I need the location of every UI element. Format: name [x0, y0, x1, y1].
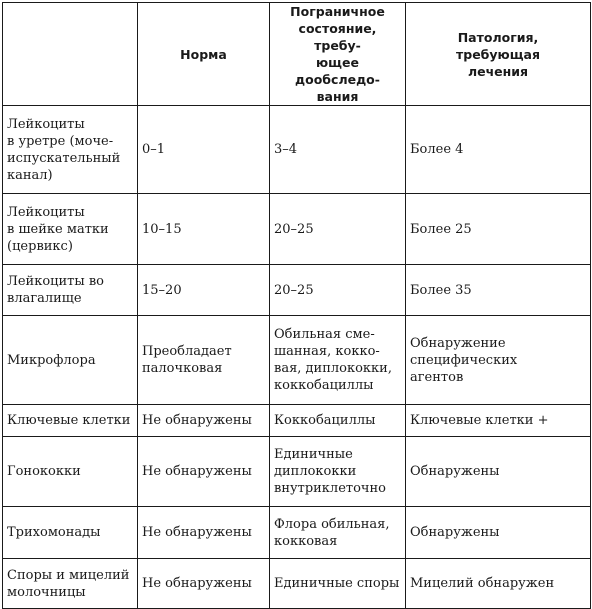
cell-norm: 0–1	[138, 106, 270, 194]
cell-borderline: 20–25	[270, 194, 406, 265]
table-row	[3, 507, 591, 559]
header-cell-borderline: Пограничное состояние, требу- ющее дообследо- вания	[270, 3, 406, 106]
row-label: Ключевые клетки	[3, 405, 138, 437]
header-cell-pathology: Патология, требующая лечения	[406, 3, 591, 106]
table-row	[3, 405, 591, 437]
cell-pathology: Обнаружение специфических агентов	[406, 316, 591, 405]
cell-norm: Не обнаружены	[138, 507, 270, 559]
cell-pathology: Более 4	[406, 106, 591, 194]
row-label: Микрофлора	[3, 316, 138, 405]
cell-borderline: Обильная сме- шанная, кокко- вая, диплококки, коккобациллы	[270, 316, 406, 405]
table-row	[3, 316, 591, 405]
cell-norm: Преобладает палочковая	[138, 316, 270, 405]
cell-pathology: Более 35	[406, 265, 591, 316]
row-label: Гонококки	[3, 437, 138, 507]
cell-norm: Не обнаружены	[138, 559, 270, 609]
cell-borderline: Единичные диплококки внутриклеточно	[270, 437, 406, 507]
cell-pathology: Обнаружены	[406, 507, 591, 559]
cell-borderline: Коккобациллы	[270, 405, 406, 437]
row-label: Лейкоциты во влагалище	[3, 265, 138, 316]
header-row	[3, 3, 591, 106]
cell-pathology: Ключевые клетки +	[406, 405, 591, 437]
cell-pathology: Мицелий обнаружен	[406, 559, 591, 609]
cell-norm: 15–20	[138, 265, 270, 316]
table-row	[3, 437, 591, 507]
cell-borderline: Единичные споры	[270, 559, 406, 609]
table-row	[3, 194, 591, 265]
cell-pathology: Обнаружены	[406, 437, 591, 507]
row-label: Трихомонады	[3, 507, 138, 559]
data-table	[2, 2, 591, 609]
cell-borderline: Флора обильная, кокковая	[270, 507, 406, 559]
header-cell-empty	[3, 3, 138, 106]
cell-norm: Не обнаружены	[138, 405, 270, 437]
table-row	[3, 106, 591, 194]
table-row	[3, 265, 591, 316]
cell-pathology: Более 25	[406, 194, 591, 265]
cell-norm: 10–15	[138, 194, 270, 265]
header-cell-norm: Норма	[138, 3, 270, 106]
row-label: Лейкоциты в шейке матки (цервикс)	[3, 194, 138, 265]
cell-borderline: 20–25	[270, 265, 406, 316]
row-label: Лейкоциты в уретре (моче- испускательный канал)	[3, 106, 138, 194]
row-label: Споры и мицелий молочницы	[3, 559, 138, 609]
cell-borderline: 3–4	[270, 106, 406, 194]
table-row	[3, 559, 591, 609]
cell-norm: Не обнаружены	[138, 437, 270, 507]
